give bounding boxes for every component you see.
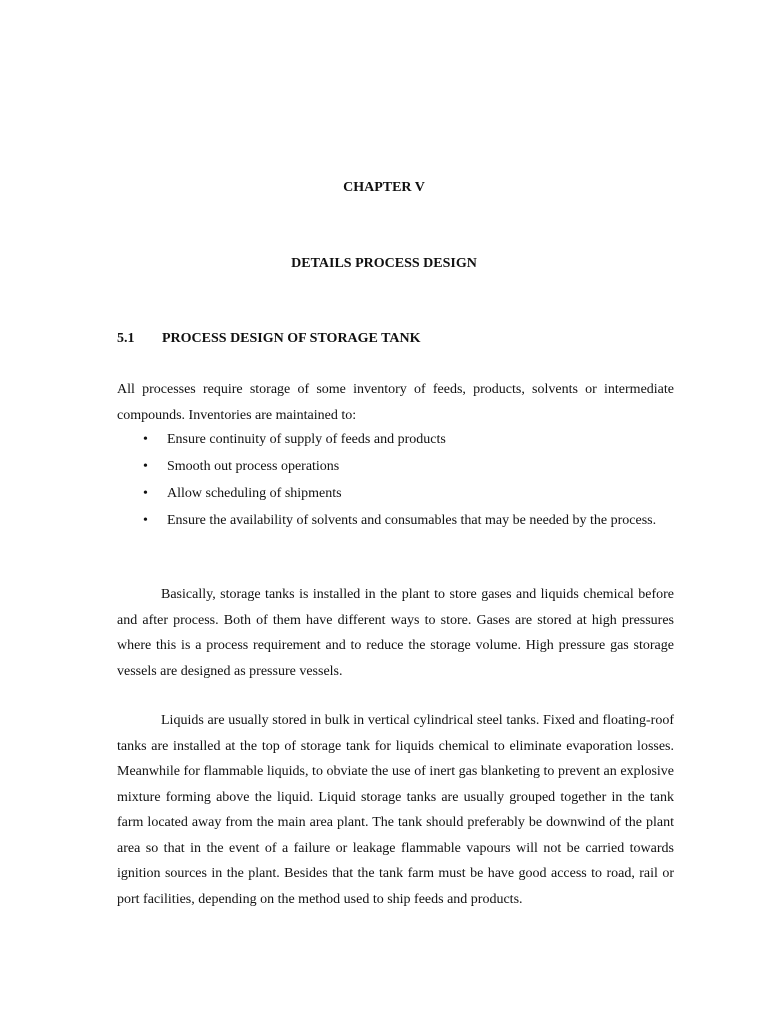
intro-paragraph: All processes require storage of some inventory of feeds, products, solvents or intermediate compounds. Inventories are maintained to:: [117, 382, 674, 423]
section-heading: [117, 330, 421, 348]
bullet-icon: •: [143, 432, 148, 447]
list-item-text: Allow scheduling of shipments: [167, 486, 342, 501]
body-paragraph-liquid-storage: Liquids are usually stored in bulk in vertical cylindrical steel tanks. Fixed and floating-roof tanks are installed at the top of storage tank for liquids chemical to eliminate evaporation losses. Meanwhile for flammable liquids, to obviate the use of inert gas blanketing to prevent an explosive mixture forming above the liquid. Liquid storage tanks are usually grouped together in the tank farm located away from the main area plant. The tank should preferably be downwind of the plant area so that in the event of a failure or leakage flammable vapours will not be carried towards ignition sources in the plant. Besides that the tank farm must be have good access to road, rail or port facilities, depending on the method used to ship feeds and products.: [117, 713, 674, 907]
list-item: [117, 427, 674, 453]
bullet-icon: •: [143, 459, 148, 474]
bullet-icon: •: [143, 486, 148, 501]
body-paragraph-storage-basics: Basically, storage tanks is installed in the plant to store gases and liquids chemical before and after process. Both of them have different ways to store. Gases are stored at high pressures where this is a process requirement and to reduce the storage volume. High pressure gas storage vessels are designed as pressure vessels.: [117, 587, 674, 679]
inventory-reasons-list: [117, 427, 674, 535]
list-item: [117, 508, 674, 534]
section-title: PROCESS DESIGN OF STORAGE TANK: [162, 331, 421, 346]
list-item-text: Ensure the availability of solvents and consumables that may be needed by the process.: [167, 513, 657, 528]
list-item: [117, 454, 674, 480]
list-item-text: Ensure continuity of supply of feeds and products: [167, 432, 446, 447]
section-number: 5.1: [117, 331, 135, 346]
chapter-title: CHAPTER V: [343, 180, 425, 195]
list-item-text: Smooth out process operations: [167, 459, 340, 474]
bullet-icon: •: [143, 513, 148, 528]
chapter-subtitle: DETAILS PROCESS DESIGN: [291, 256, 477, 271]
list-item: [117, 481, 674, 507]
